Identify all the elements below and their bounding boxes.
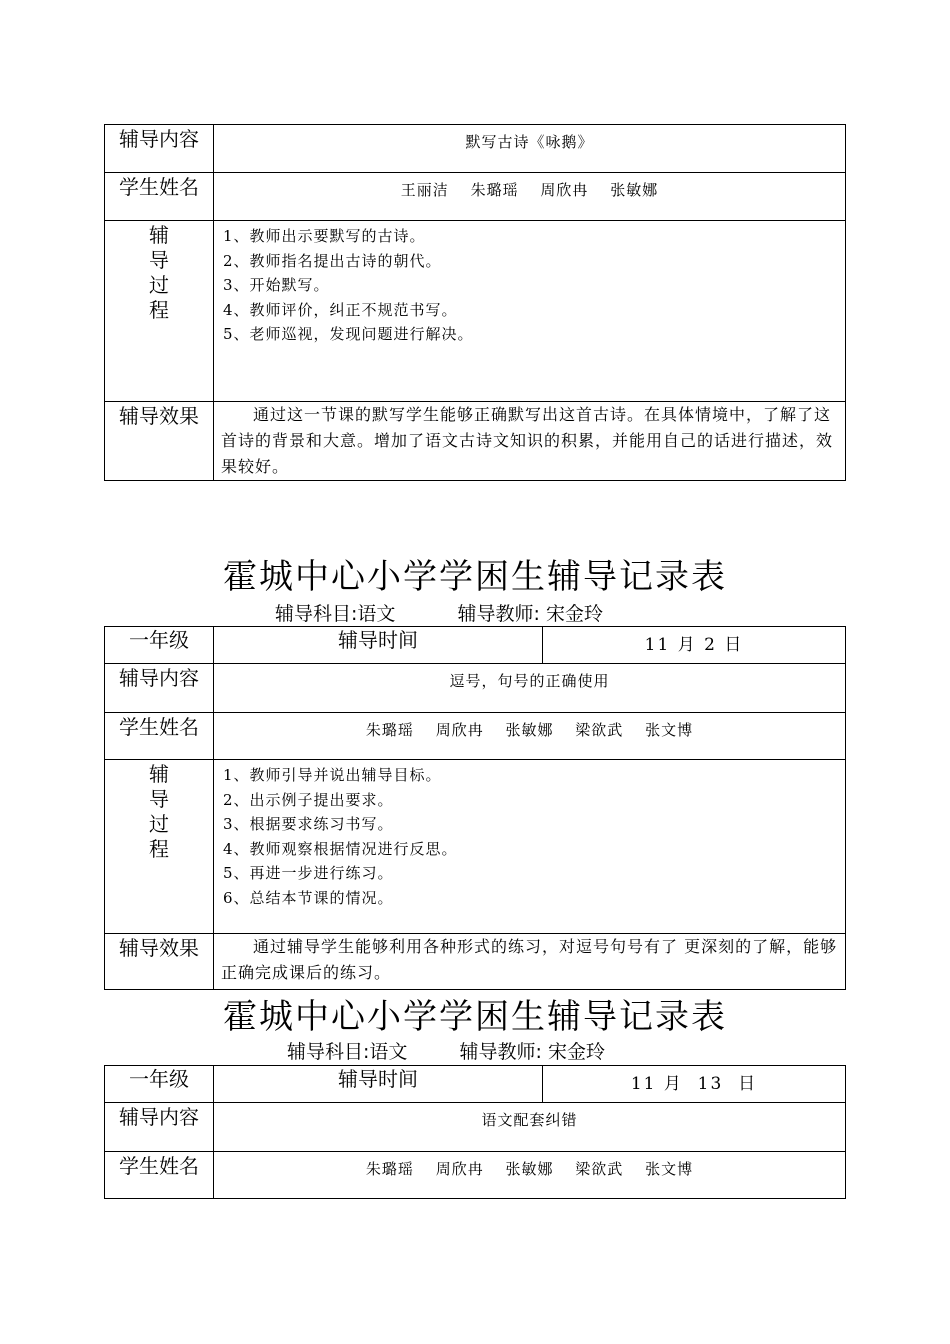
teacher-label: 辅导教师: (457, 603, 540, 625)
students-label: 学生姓名 (105, 713, 214, 760)
student-name: 周欣冉 (540, 181, 589, 199)
students-label: 学生姓名 (105, 173, 214, 221)
student-name: 张文博 (645, 1160, 694, 1178)
student-name: 张敏娜 (505, 1160, 554, 1178)
student-name: 梁欲武 (575, 721, 624, 739)
date-value: 11 月 13 日 (543, 1066, 846, 1103)
process-label-char: 过 (149, 812, 169, 836)
process-steps (214, 221, 846, 402)
effect-label: 辅导效果 (105, 402, 214, 481)
record3-subtitle (287, 1040, 605, 1064)
process-steps (214, 760, 846, 934)
step-item: 4、教师观察根据情况进行反思。 (223, 839, 458, 858)
time-label: 辅导时间 (214, 627, 543, 664)
students-label: 学生姓名 (105, 1152, 214, 1199)
record2-title: 霍城中心小学学困生辅导记录表 (223, 557, 727, 597)
content-value: 默写古诗《咏鹅》 (214, 125, 846, 173)
teacher-value: 宋金玲 (547, 1041, 605, 1063)
content-value: 逗号，句号的正确使用 (214, 664, 846, 713)
step-item: 3、根据要求练习书写。 (223, 815, 394, 833)
content-label: 辅导内容 (105, 125, 214, 173)
content-value: 语文配套纠错 (214, 1103, 846, 1152)
step-item: 5、老师巡视，发现问题进行解决。 (223, 325, 474, 343)
record2-subtitle (275, 602, 603, 626)
subject-label: 辅导科目: (275, 603, 358, 625)
record1-table (104, 124, 846, 481)
grade-cell: 一年级 (105, 627, 214, 664)
student-name: 周欣冉 (435, 1160, 484, 1178)
date-value: 11 月 2 日 (543, 627, 846, 664)
subject-value: 语文 (357, 603, 396, 625)
step-item: 2、教师指名提出古诗的朝代。 (223, 251, 442, 270)
grade-cell: 一年级 (105, 1066, 214, 1103)
student-name: 张敏娜 (505, 721, 554, 739)
student-name: 张敏娜 (610, 181, 659, 199)
student-name: 朱璐瑶 (470, 181, 519, 199)
content-label: 辅导内容 (105, 1103, 214, 1152)
time-label: 辅导时间 (214, 1066, 543, 1103)
step-item: 6、总结本节课的情况。 (223, 888, 394, 907)
student-name: 朱璐瑶 (365, 1160, 414, 1178)
student-name: 张文博 (645, 721, 694, 739)
teacher-value: 宋金玲 (545, 603, 603, 625)
effect-text: 通过辅导学生能够利用各种形式的练习，对逗号句号有了 更深刻的了解，能够正确完成课后的练习。 (214, 934, 846, 990)
subject-label: 辅导科目: (287, 1041, 370, 1063)
process-label-char: 辅 (149, 223, 169, 247)
process-label (105, 221, 214, 402)
process-label-char: 程 (149, 837, 169, 861)
students-value (214, 713, 846, 760)
step-item: 1、教师引导并说出辅导目标。 (223, 766, 442, 784)
record2-table (104, 626, 846, 990)
students-value (214, 1152, 846, 1199)
step-item: 5、再进一步进行练习。 (223, 864, 394, 882)
step-item: 3、开始默写。 (223, 276, 330, 294)
step-item: 4、教师评价，纠正不规范书写。 (223, 300, 458, 319)
effect-label: 辅导效果 (105, 934, 214, 990)
process-label-char: 过 (149, 273, 169, 297)
teacher-label: 辅导教师: (459, 1041, 542, 1063)
content-label: 辅导内容 (105, 664, 214, 713)
student-name: 朱璐瑶 (365, 721, 414, 739)
process-label-char: 程 (149, 298, 169, 322)
students-value (214, 173, 846, 221)
subject-value: 语文 (369, 1041, 408, 1063)
record3-table (104, 1065, 846, 1199)
student-name: 王丽洁 (400, 181, 449, 199)
student-name: 梁欲武 (575, 1160, 624, 1178)
process-label (105, 760, 214, 934)
process-label-char: 导 (149, 787, 169, 811)
step-item: 1、教师出示要默写的古诗。 (223, 227, 426, 245)
step-item: 2、出示例子提出要求。 (223, 790, 394, 809)
record3-title: 霍城中心小学学困生辅导记录表 (223, 997, 727, 1037)
process-label-char: 导 (149, 248, 169, 272)
effect-text: 通过这一节课的默写学生能够正确默写出这首古诗。在具体情境中，了解了这首诗的背景和大意。增加了语文古诗文知识的积累，并能用自己的话进行描述，效果较好。 (214, 402, 846, 481)
student-name: 周欣冉 (435, 721, 484, 739)
process-label-char: 辅 (149, 762, 169, 786)
